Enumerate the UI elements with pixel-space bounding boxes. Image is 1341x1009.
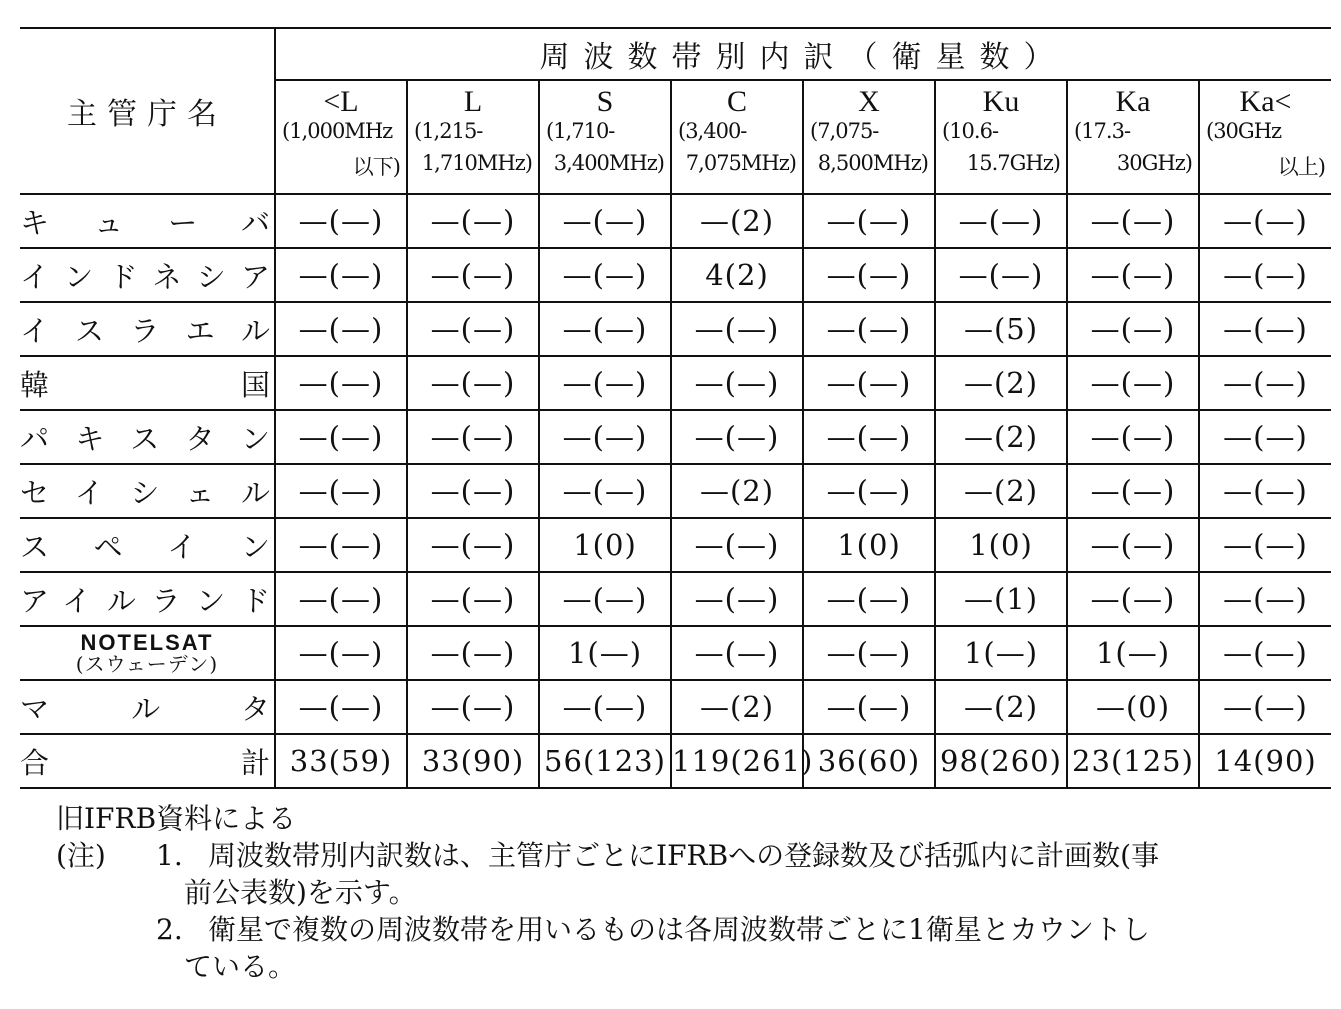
band-count-cell: —(—) bbox=[407, 518, 539, 572]
band-count-cell: —(—) bbox=[407, 302, 539, 356]
band-count-cell: —(—) bbox=[539, 464, 671, 518]
note-items bbox=[20, 838, 1331, 986]
table-row bbox=[20, 248, 1331, 302]
band-range-start: (1,000MHz bbox=[282, 119, 393, 143]
band-count-cell: —(—) bbox=[275, 626, 407, 680]
band-range-end: 30GHz) bbox=[1116, 151, 1192, 175]
band-range-start: (17.3- bbox=[1074, 119, 1131, 143]
band-count-cell: —(—) bbox=[539, 302, 671, 356]
band-count-cell: —(—) bbox=[1067, 572, 1199, 626]
note-item bbox=[20, 838, 1331, 875]
band-header-2 bbox=[539, 80, 671, 194]
band-count-cell: —(—) bbox=[803, 248, 935, 302]
band-header-7 bbox=[1199, 80, 1331, 194]
band-count-cell: —(—) bbox=[1067, 410, 1199, 464]
band-count-cell: —(2) bbox=[935, 410, 1067, 464]
band-count-cell: —(—) bbox=[671, 626, 803, 680]
note-tag: (注) bbox=[56, 838, 106, 872]
band-count-cell: —(—) bbox=[539, 194, 671, 248]
frequency-band-table bbox=[20, 27, 1331, 789]
band-range-end: 3,400MHz) bbox=[553, 151, 664, 175]
band-count-cell: —(2) bbox=[935, 356, 1067, 410]
band-count-cell: —(—) bbox=[275, 680, 407, 734]
table-row bbox=[20, 572, 1331, 626]
band-count-cell: —(—) bbox=[1067, 248, 1199, 302]
band-header-6 bbox=[1067, 80, 1199, 194]
band-range-end: 1,710MHz) bbox=[421, 151, 532, 175]
band-count-cell: —(—) bbox=[275, 356, 407, 410]
band-count-cell: —(—) bbox=[671, 356, 803, 410]
band-count-cell: —(1) bbox=[935, 572, 1067, 626]
band-count-cell: —(—) bbox=[935, 194, 1067, 248]
band-count-cell: 1(0) bbox=[935, 518, 1067, 572]
notes bbox=[20, 801, 1331, 986]
total-count-cell: 14(90) bbox=[1199, 734, 1331, 788]
admin-name: アイルランド bbox=[20, 572, 275, 626]
band-count-cell: —(—) bbox=[407, 248, 539, 302]
band-count-cell: —(—) bbox=[539, 410, 671, 464]
band-count-cell: 1(—) bbox=[539, 626, 671, 680]
band-name: Ka bbox=[1115, 85, 1151, 118]
note-number: 1. bbox=[156, 838, 183, 872]
band-range-start: (3,400- bbox=[678, 119, 747, 143]
band-range-end: 7,075MHz) bbox=[685, 151, 796, 175]
band-name: Ka< bbox=[1239, 85, 1292, 118]
band-count-cell: —(—) bbox=[275, 410, 407, 464]
band-count-cell: —(—) bbox=[275, 302, 407, 356]
total-count-cell: 36(60) bbox=[803, 734, 935, 788]
admin-name: マルタ bbox=[20, 680, 275, 734]
band-count-cell: —(—) bbox=[539, 356, 671, 410]
table-row bbox=[20, 626, 1331, 680]
admin-header: 主管庁名 bbox=[20, 28, 275, 194]
band-count-cell: —(—) bbox=[803, 464, 935, 518]
band-count-cell: —(—) bbox=[803, 302, 935, 356]
admin-name: 韓国 bbox=[20, 356, 275, 410]
band-range-start: (7,075- bbox=[810, 119, 879, 143]
band-count-cell: —(—) bbox=[539, 572, 671, 626]
band-header-0 bbox=[275, 80, 407, 194]
note-text: 周波数帯別内訳数は、主管庁ごとにIFRBへの登録数及び括弧内に計画数(事 bbox=[208, 838, 1160, 872]
band-count-cell: 4(2) bbox=[671, 248, 803, 302]
band-header-1 bbox=[407, 80, 539, 194]
band-count-cell: —(—) bbox=[1067, 356, 1199, 410]
band-count-cell: —(—) bbox=[1067, 518, 1199, 572]
band-range-start: (1,710- bbox=[546, 119, 615, 143]
admin-name-main: NOTELSAT bbox=[80, 630, 214, 655]
band-count-cell: —(—) bbox=[275, 518, 407, 572]
band-range-end: 以下) bbox=[352, 155, 400, 179]
table-row bbox=[20, 464, 1331, 518]
admin-name: インドネシア bbox=[20, 248, 275, 302]
note-item bbox=[20, 912, 1331, 949]
note-text-continued: 前公表数)を示す。 bbox=[184, 875, 417, 909]
table-body bbox=[20, 194, 1331, 788]
band-count-cell: —(2) bbox=[671, 194, 803, 248]
band-count-cell: —(—) bbox=[539, 680, 671, 734]
band-count-cell: —(—) bbox=[1199, 572, 1331, 626]
band-count-cell: —(—) bbox=[935, 248, 1067, 302]
band-count-cell: —(5) bbox=[935, 302, 1067, 356]
band-count-cell: —(—) bbox=[1199, 518, 1331, 572]
admin-name: セイシェル bbox=[20, 464, 275, 518]
band-count-cell: —(—) bbox=[671, 302, 803, 356]
band-name: Ku bbox=[982, 85, 1020, 118]
admin-name: イスラエル bbox=[20, 302, 275, 356]
band-count-cell: —(2) bbox=[671, 680, 803, 734]
band-range-start: (1,215- bbox=[414, 119, 483, 143]
band-count-cell: —(—) bbox=[407, 410, 539, 464]
band-range-start: (10.6- bbox=[942, 119, 999, 143]
band-range-end: 8,500MHz) bbox=[817, 151, 928, 175]
band-count-cell: 1(—) bbox=[1067, 626, 1199, 680]
band-range-end: 以上) bbox=[1277, 155, 1325, 179]
band-count-cell: —(—) bbox=[803, 572, 935, 626]
table-row bbox=[20, 680, 1331, 734]
band-count-cell: —(—) bbox=[1199, 464, 1331, 518]
note-number: 2. bbox=[156, 912, 183, 946]
total-count-cell: 119(261) bbox=[671, 734, 803, 788]
admin-name-sub: (スウェーデン) bbox=[75, 652, 219, 676]
total-count-cell: 33(90) bbox=[407, 734, 539, 788]
band-count-cell: —(—) bbox=[1199, 194, 1331, 248]
note-text-continued: ている。 bbox=[184, 949, 297, 983]
band-count-cell: —(—) bbox=[407, 626, 539, 680]
band-count-cell: —(—) bbox=[407, 680, 539, 734]
total-count-cell: 98(260) bbox=[935, 734, 1067, 788]
table-row bbox=[20, 194, 1331, 248]
admin-name: パキスタン bbox=[20, 410, 275, 464]
band-count-cell: —(—) bbox=[1067, 302, 1199, 356]
band-count-cell: 1(0) bbox=[803, 518, 935, 572]
band-count-cell: —(—) bbox=[1067, 194, 1199, 248]
total-count-cell: 33(59) bbox=[275, 734, 407, 788]
total-label: 合計 bbox=[20, 734, 275, 788]
band-count-cell: —(—) bbox=[671, 518, 803, 572]
band-count-cell: —(—) bbox=[407, 356, 539, 410]
band-count-cell: 1(—) bbox=[935, 626, 1067, 680]
band-count-cell: —(2) bbox=[935, 464, 1067, 518]
table-row bbox=[20, 518, 1331, 572]
source-note: 旧IFRB資料による bbox=[56, 802, 297, 835]
band-count-cell: —(—) bbox=[671, 572, 803, 626]
band-name: <L bbox=[323, 85, 359, 118]
band-count-cell: —(—) bbox=[803, 626, 935, 680]
total-count-cell: 23(125) bbox=[1067, 734, 1199, 788]
total-row bbox=[20, 734, 1331, 788]
band-header-3 bbox=[671, 80, 803, 194]
band-count-cell: —(2) bbox=[935, 680, 1067, 734]
band-count-cell: —(—) bbox=[407, 464, 539, 518]
admin-name bbox=[20, 626, 275, 680]
band-range-end: 15.7GHz) bbox=[966, 151, 1060, 175]
band-name: L bbox=[463, 85, 483, 118]
document bbox=[20, 27, 1331, 986]
band-count-cell: —(—) bbox=[671, 410, 803, 464]
band-count-cell: —(—) bbox=[407, 194, 539, 248]
band-count-cell: —(—) bbox=[1067, 464, 1199, 518]
band-header-5 bbox=[935, 80, 1067, 194]
band-count-cell: —(—) bbox=[803, 410, 935, 464]
band-count-cell: —(—) bbox=[1199, 356, 1331, 410]
band-count-cell: —(—) bbox=[275, 194, 407, 248]
band-count-cell: —(—) bbox=[1199, 410, 1331, 464]
band-count-cell: —(2) bbox=[671, 464, 803, 518]
band-count-cell: —(—) bbox=[1199, 680, 1331, 734]
band-count-cell: —(—) bbox=[1199, 248, 1331, 302]
band-count-cell: —(—) bbox=[275, 464, 407, 518]
band-count-cell: 1(0) bbox=[539, 518, 671, 572]
band-range-start: (30GHz bbox=[1206, 119, 1282, 143]
band-count-cell: —(—) bbox=[1199, 626, 1331, 680]
note-text: 衛星で複数の周波数帯を用いるものは各周波数帯ごとに1衛星とカウントし bbox=[208, 912, 1150, 946]
band-count-cell: —(—) bbox=[275, 248, 407, 302]
admin-name: キューバ bbox=[20, 194, 275, 248]
table-row bbox=[20, 410, 1331, 464]
table-row bbox=[20, 302, 1331, 356]
band-count-cell: —(—) bbox=[803, 194, 935, 248]
band-count-cell: —(0) bbox=[1067, 680, 1199, 734]
band-group-header: 周波数帯別内訳（衛星数） bbox=[275, 28, 1331, 80]
band-name: C bbox=[726, 85, 747, 118]
band-header-4 bbox=[803, 80, 935, 194]
band-count-cell: —(—) bbox=[407, 572, 539, 626]
band-count-cell: —(—) bbox=[803, 680, 935, 734]
band-count-cell: —(—) bbox=[803, 356, 935, 410]
admin-name: スペイン bbox=[20, 518, 275, 572]
band-name: S bbox=[596, 85, 614, 118]
band-count-cell: —(—) bbox=[1199, 302, 1331, 356]
band-count-cell: —(—) bbox=[275, 572, 407, 626]
band-name: X bbox=[858, 85, 880, 118]
note-tag bbox=[20, 912, 156, 949]
band-count-cell: —(—) bbox=[539, 248, 671, 302]
table-row bbox=[20, 356, 1331, 410]
total-count-cell: 56(123) bbox=[539, 734, 671, 788]
